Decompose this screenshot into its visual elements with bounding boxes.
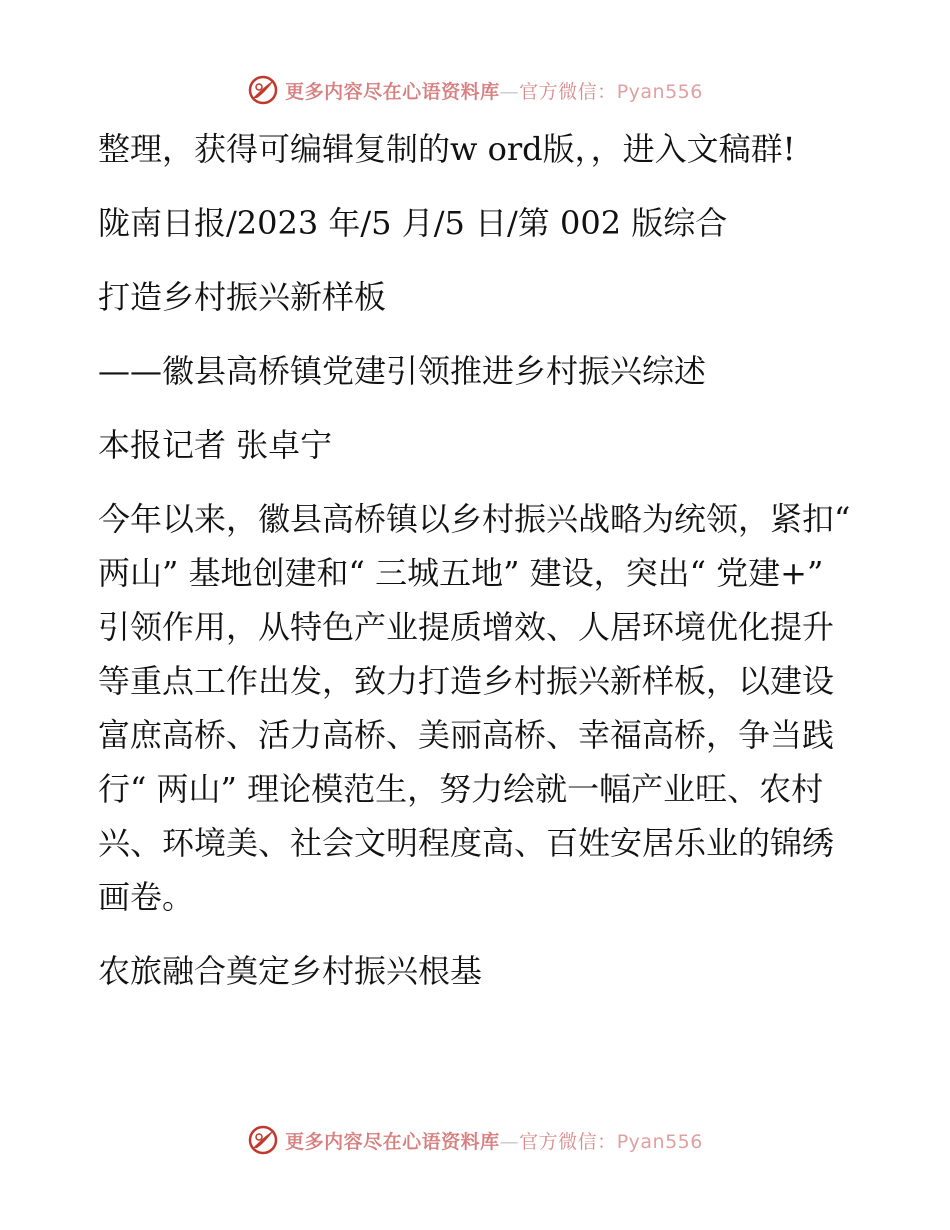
watermark-separator: —: [499, 1130, 520, 1153]
article-subtitle: ——徽县高桥镇党建引领推进乡村振兴综述: [98, 352, 707, 390]
section-heading: 农旅融合奠定乡村振兴根基: [98, 952, 483, 990]
article-title: 打造乡村振兴新样板: [98, 278, 387, 316]
watermark-wechat-label: 官方微信：: [519, 80, 617, 103]
byline: 本报记者 张卓宁: [98, 426, 333, 464]
document-body: [98, 122, 858, 998]
source-line: 陇南日报/2023 年/5 月/5 日/第 002 版综合: [98, 204, 728, 242]
watermark-main: 更多内容尽在心语资料库: [285, 80, 500, 103]
header-watermark: [0, 70, 950, 110]
watermark-wechat-id: Pyan556: [616, 1130, 703, 1153]
intro-paragraph: 整理，获得可编辑复制的w ord版，，进入文稿群!: [98, 130, 796, 168]
watermark-text: [285, 77, 703, 104]
watermark-main: 更多内容尽在心语资料库: [285, 1130, 500, 1153]
feather-logo-icon: [247, 1124, 279, 1156]
watermark-wechat-label: 官方微信：: [519, 1130, 617, 1153]
footer-watermark: [0, 1120, 950, 1160]
body-paragraph: 今年以来，徽县高桥镇以乡村振兴战略为统领，紧扣“ 两山” 基地创建和“ 三城五地” 建设，突出“ 党建+” 引领作用，从特色产业提质增效、人居环境优化提升等重点工作出发，致力打造乡村振兴新样板，以建设富庶高桥、活力高桥、美丽高桥、幸福高桥，争当践行“ 两山” 理论模范生，努力绘就一幅产业旺、农村兴、环境美、社会文明程度高、百姓安居乐业的锦绣画卷。: [98, 500, 851, 916]
watermark-text: [285, 1127, 703, 1154]
watermark-separator: —: [499, 80, 520, 103]
feather-logo-icon: [247, 74, 279, 106]
watermark-wechat-id: Pyan556: [616, 80, 703, 103]
